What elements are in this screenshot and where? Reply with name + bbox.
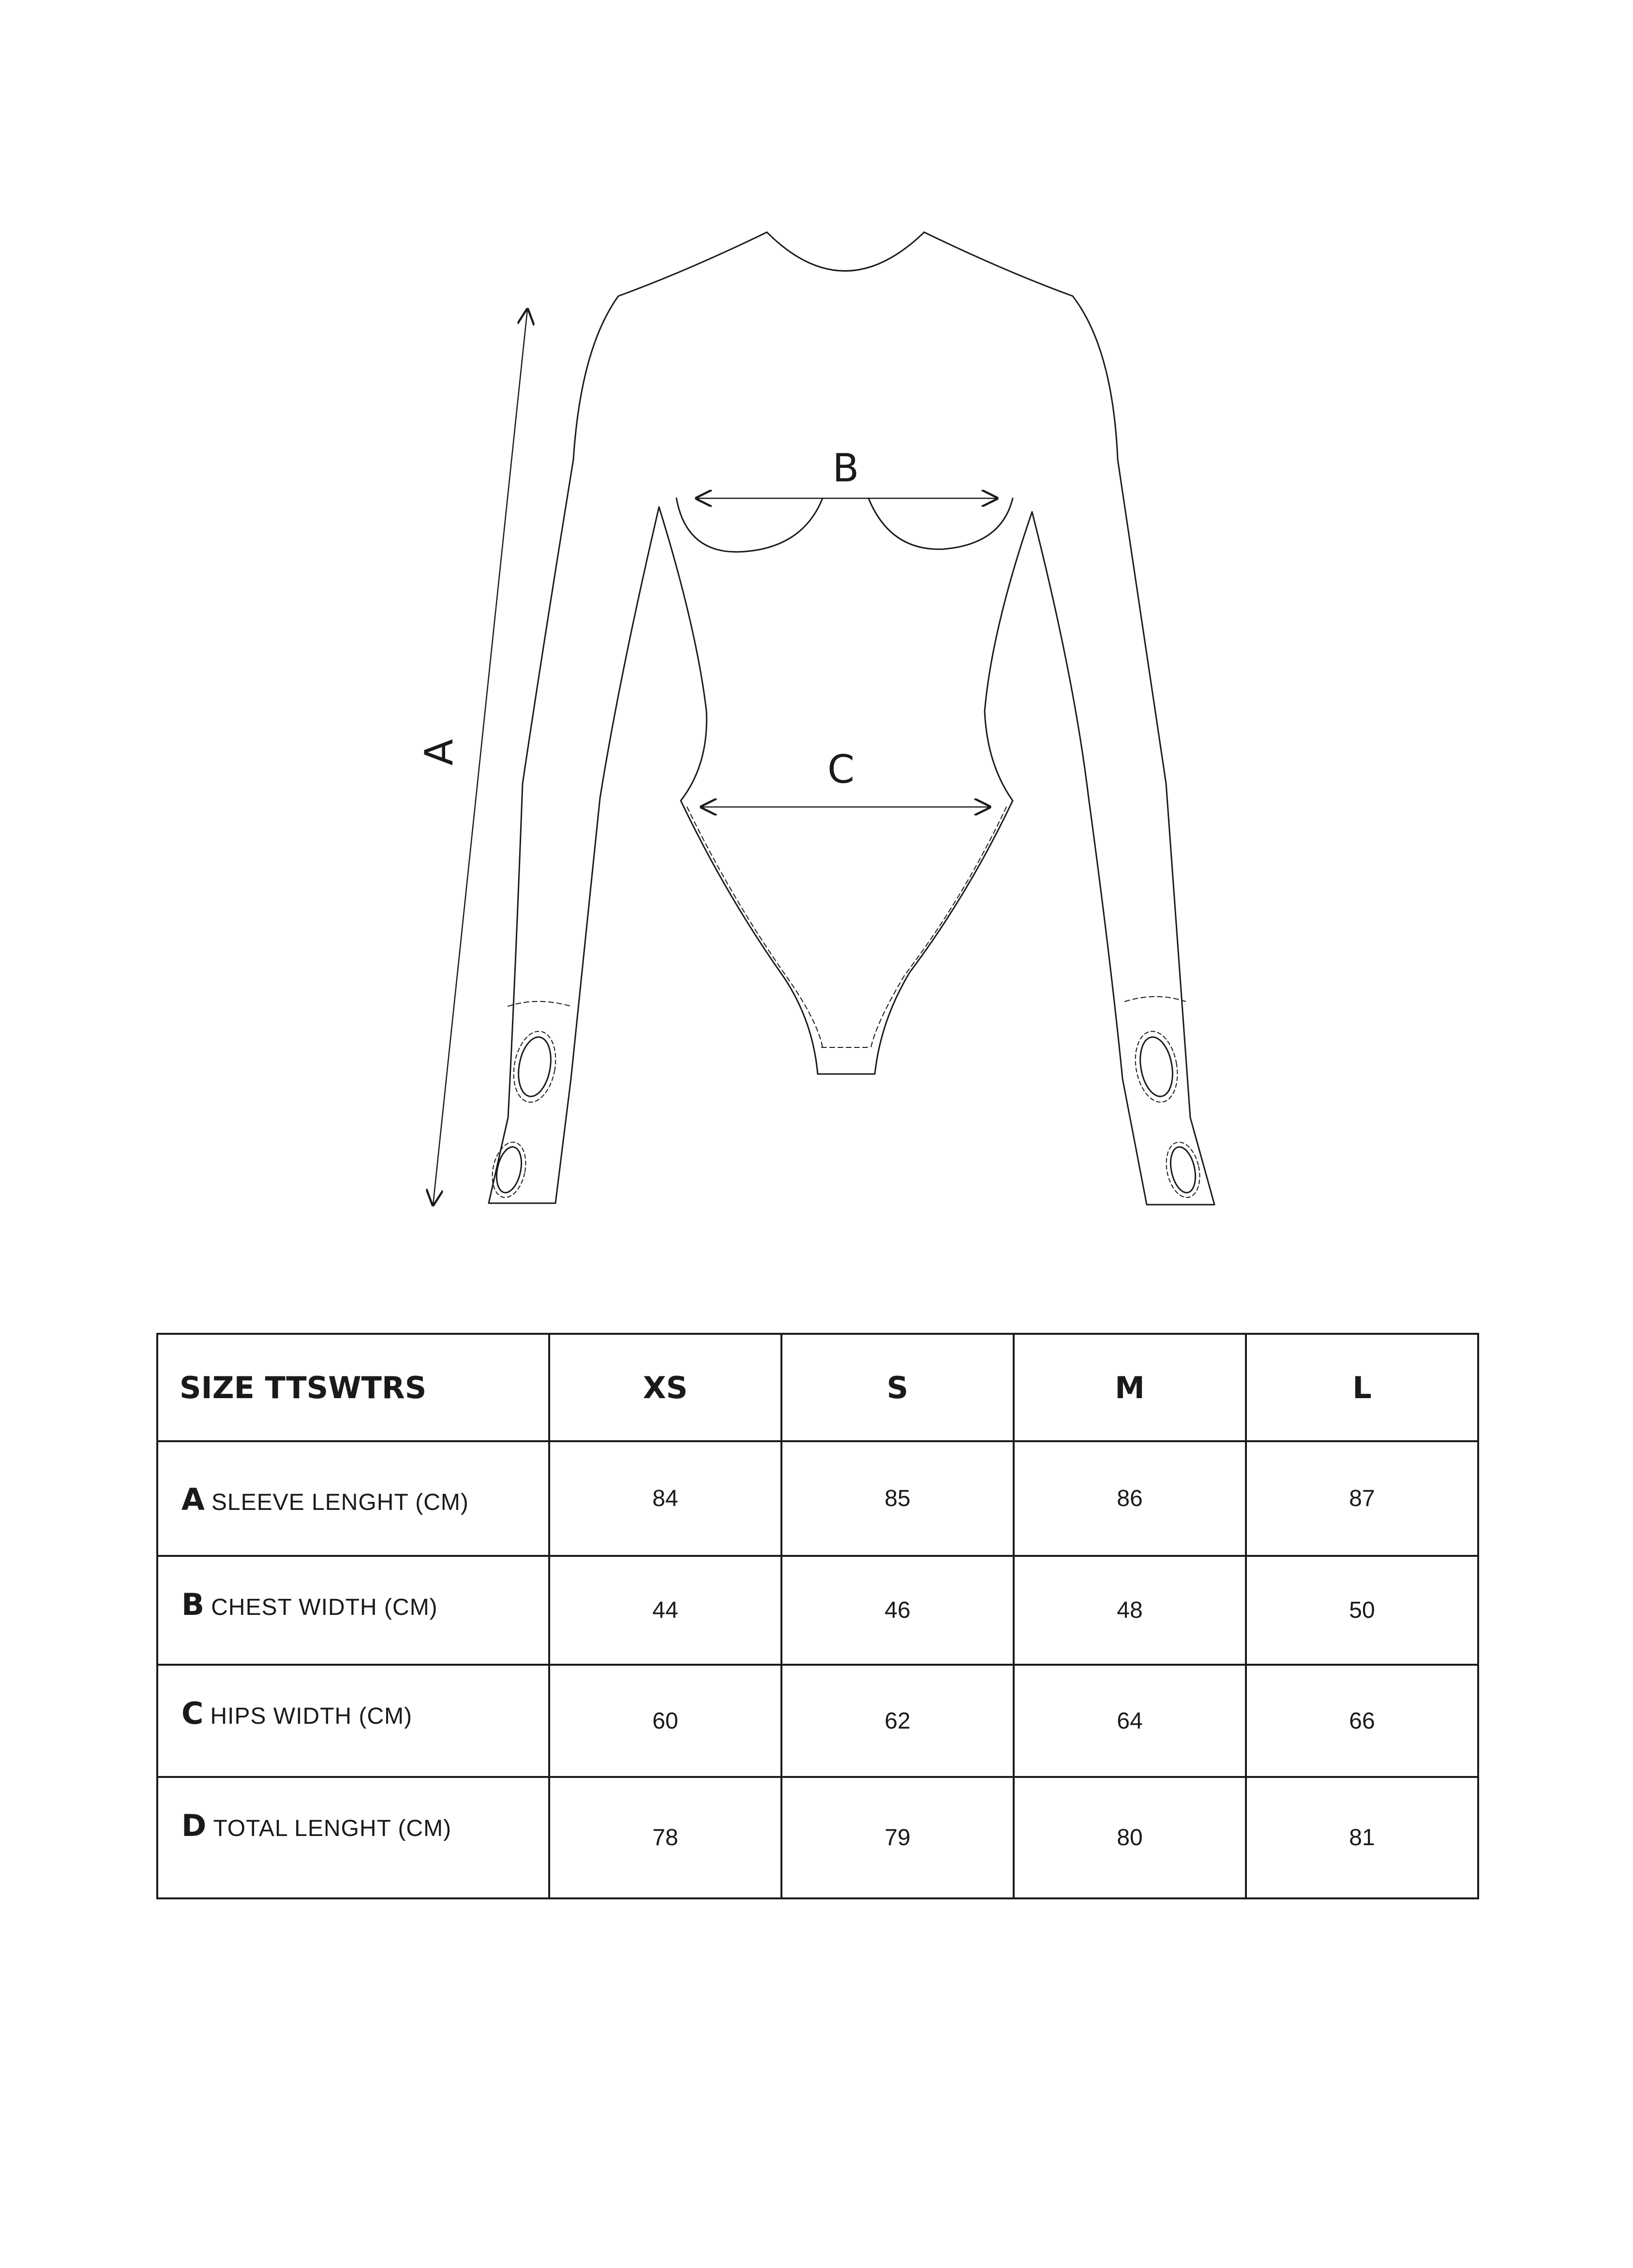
- value-cell: 46: [781, 1556, 1014, 1665]
- value-cell: 60: [549, 1665, 781, 1777]
- left-thumb-hole-upper: [514, 1034, 555, 1099]
- label-b: B: [832, 446, 859, 491]
- value-cell: 81: [1246, 1777, 1478, 1898]
- right-thumb-hole-upper: [1136, 1034, 1177, 1099]
- value-cell: 79: [781, 1777, 1014, 1898]
- label-c: C: [827, 747, 854, 792]
- row-letter: B: [181, 1587, 205, 1622]
- value-cell: 64: [1014, 1665, 1246, 1777]
- size-header-xs: XS: [549, 1334, 781, 1441]
- table-row: [157, 1665, 1478, 1777]
- table-header-row: [157, 1334, 1478, 1441]
- right-leg-opening: [875, 801, 1013, 1074]
- value-cell: 85: [781, 1441, 1014, 1556]
- left-shoulder: [618, 232, 767, 296]
- value-cell: 84: [549, 1441, 781, 1556]
- measurement-name: HIPS WIDTH (CM): [210, 1703, 413, 1729]
- value-cell: 62: [781, 1665, 1014, 1777]
- row-label: [157, 1777, 549, 1898]
- value-cell: 86: [1014, 1441, 1246, 1556]
- right-torso-side: [985, 512, 1032, 801]
- right-sleeve-inner: [1032, 512, 1147, 1205]
- value-cell: 66: [1246, 1665, 1478, 1777]
- value-cell: 87: [1246, 1441, 1478, 1556]
- row-label: [157, 1665, 549, 1777]
- right-shoulder: [924, 232, 1073, 296]
- table-row: [157, 1777, 1478, 1898]
- measurement-name: CHEST WIDTH (CM): [211, 1595, 438, 1620]
- row-letter: C: [181, 1696, 204, 1731]
- table-title: SIZE TTSWTRS: [157, 1334, 549, 1441]
- value-cell: 78: [549, 1777, 781, 1898]
- value-cell: 48: [1014, 1556, 1246, 1665]
- measurement-name: SLEEVE LENGHT (CM): [211, 1490, 469, 1515]
- measurement-name: TOTAL LENGHT (CM): [213, 1816, 452, 1841]
- size-chart-table: [156, 1333, 1479, 1899]
- left-thumb-hole-lower: [493, 1145, 525, 1195]
- table-row: [157, 1556, 1478, 1665]
- right-sleeve-outer: [1073, 296, 1214, 1205]
- left-torso-side: [659, 507, 706, 801]
- size-header-l: L: [1246, 1334, 1478, 1441]
- value-cell: 44: [549, 1556, 781, 1665]
- left-sleeve-outer: [489, 296, 618, 1203]
- label-a: A: [417, 739, 462, 766]
- row-label: [157, 1441, 549, 1556]
- row-letter: D: [181, 1808, 207, 1843]
- row-label: [157, 1556, 549, 1665]
- size-header-m: M: [1014, 1334, 1246, 1441]
- neckline: [767, 232, 924, 271]
- right-bust-curve: [869, 498, 1013, 549]
- row-letter: A: [181, 1482, 205, 1517]
- value-cell: 50: [1246, 1556, 1478, 1665]
- right-thumb-hole-lower: [1167, 1145, 1199, 1195]
- size-header-s: S: [781, 1334, 1014, 1441]
- table-row: [157, 1441, 1478, 1556]
- left-bust-curve: [676, 498, 823, 552]
- value-cell: 80: [1014, 1777, 1246, 1898]
- left-sleeve-inner: [555, 507, 659, 1203]
- left-leg-opening: [681, 801, 818, 1074]
